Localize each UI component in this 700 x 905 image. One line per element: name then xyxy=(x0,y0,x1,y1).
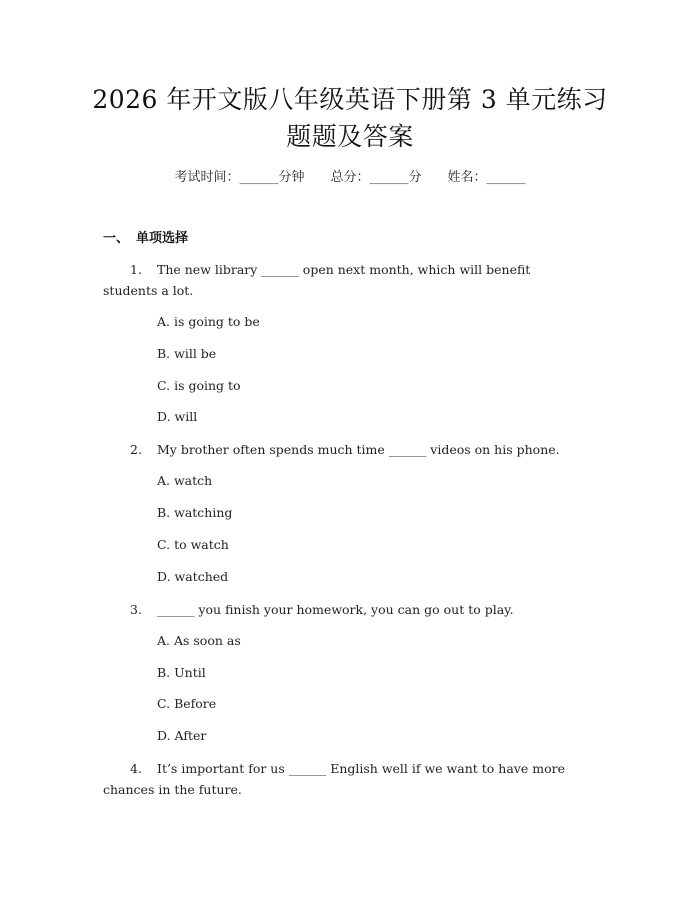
exam-time-label: 考试时间：______分钟 xyxy=(174,170,305,185)
question-3-option-d: D. After xyxy=(157,728,207,743)
question-number: 1. xyxy=(130,262,142,277)
question-2-option-a: A. watch xyxy=(157,473,213,488)
exam-meta-line xyxy=(0,168,700,188)
section-title: 单项选择 xyxy=(136,231,189,246)
question-text: My brother often spends much time ______ videos on his phone. xyxy=(157,442,560,457)
question-2-option-d: D. watched xyxy=(157,569,229,584)
question-text: The new library ______ open next month, which will benefit students a lot. xyxy=(103,262,531,298)
question-4 xyxy=(103,758,583,800)
total-score-label: 总分：______分 xyxy=(330,170,422,185)
question-1-option-a: A. is going to be xyxy=(157,314,260,329)
question-number: 2. xyxy=(130,442,142,457)
page-title-line-1: 2026 年开文版八年级英语下册第 3 单元练习 xyxy=(92,85,608,114)
question-3-option-c: C. Before xyxy=(157,696,217,711)
question-1 xyxy=(103,259,583,301)
question-2-option-c: C. to watch xyxy=(157,537,229,552)
question-number: 3. xyxy=(130,602,142,617)
section-number: 一、 xyxy=(103,231,130,246)
question-2 xyxy=(103,439,583,460)
question-1-option-d: D. will xyxy=(157,409,198,424)
section-heading xyxy=(103,229,188,249)
question-1-option-b: B. will be xyxy=(157,346,217,361)
question-3-option-a: A. As soon as xyxy=(157,633,241,648)
question-number: 4. xyxy=(130,761,142,776)
page-title-line-2: 题题及答案 xyxy=(286,122,414,151)
question-text: It’s important for us ______ English well if we want to have more chances in the future. xyxy=(103,761,565,797)
question-1-option-c: C. is going to xyxy=(157,378,241,393)
question-text: ______ you finish your homework, you can go out to play. xyxy=(157,602,514,617)
question-3-option-b: B. Until xyxy=(157,665,206,680)
question-2-option-b: B. watching xyxy=(157,505,233,520)
student-name-label: 姓名：______ xyxy=(447,170,526,185)
question-3 xyxy=(103,599,583,620)
